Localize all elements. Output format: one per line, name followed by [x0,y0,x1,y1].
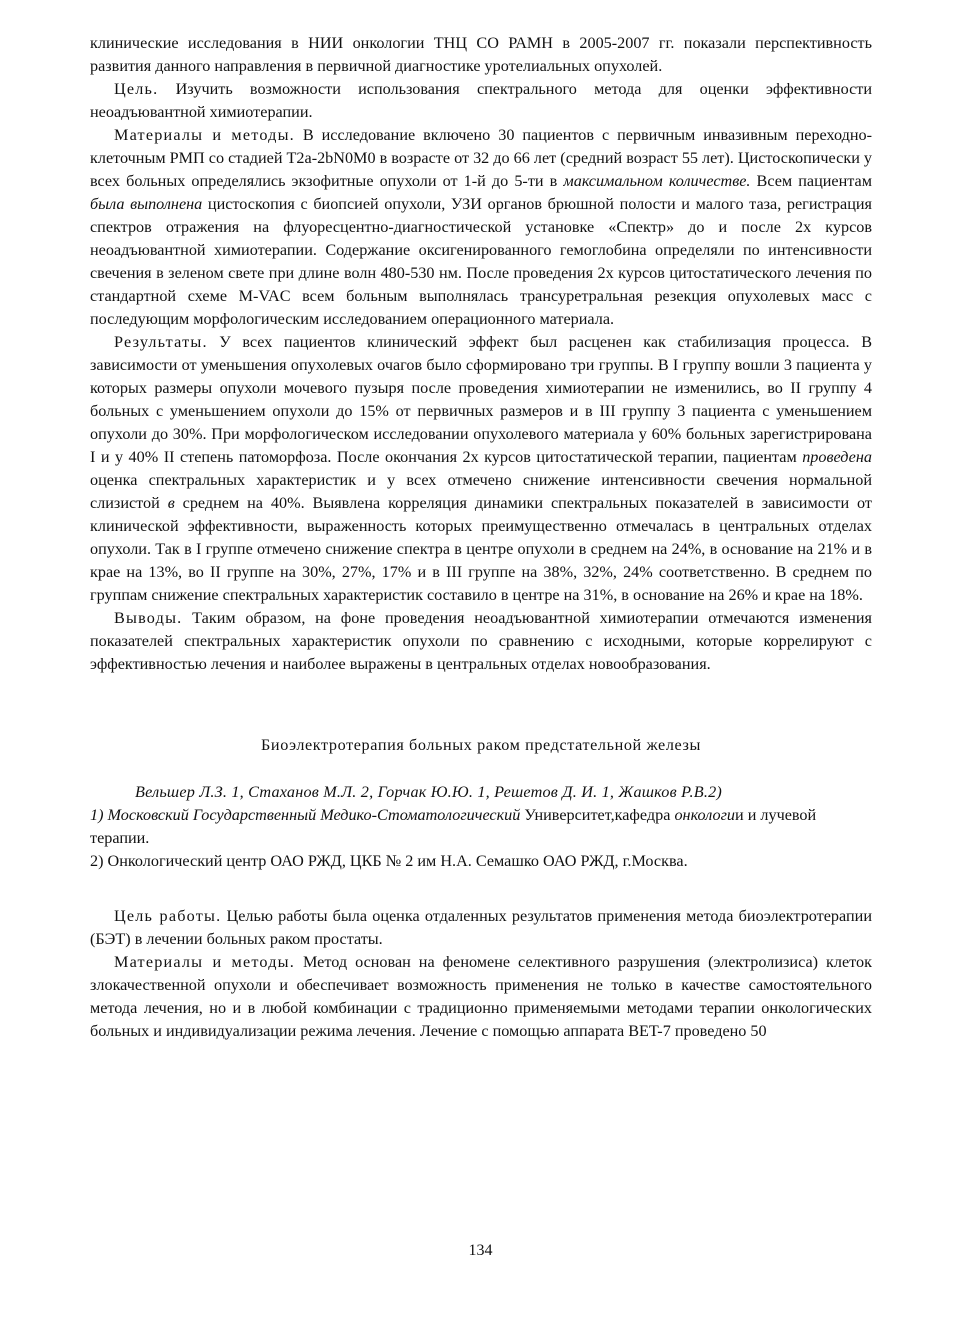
paragraph-intro [90,32,872,78]
aim-2-text: Целью работы была оценка отдаленных результатов применения метода биоэлектротерапии (БЭТ) в лечении больных раком простаты. [90,907,872,948]
conclusions-text: Таким образом, на фоне проведения неоадъювантной химиотерапии отмечаются изменения показателей спектральных характеристик опухоли по сравнению с исходными, которые коррелируют с эффективностью лечения и наиболее выражены в центральных отделах новообразования. [90,609,872,673]
results-italic-2: в [167,494,175,512]
affiliation-1-italic: 1) Московский Государственный Медико-Стоматологический [90,806,521,824]
authors-line: Вельшер Л.З. 1, Стаханов М.Л. 2, Горчак Ю.Ю. 1, Решетов Д. И. 1, Жашков Р.В.2) [135,783,723,801]
paragraph-conclusions [90,607,872,676]
affiliation-2: 2) Онкологический центр ОАО РЖД, ЦКБ № 2 им Н.А. Семашко ОАО РЖД, г.Москва. [90,852,688,870]
affiliation-1-italic-2: онкологи [674,806,735,824]
article-title: Биоэлектротерапия больных раком предстательной железы [261,736,701,754]
methods-2-label: Материалы и методы. [114,953,295,971]
methods-text-c: цистоскопия с биопсией опухоли, УЗИ органов брюшной полости и малого таза, регистрация спектров отражения на флуоресцентно-диагностической установке «Спектр» до и после 2х курсов неоадъювантной химиотерапии. Содержание оксигенированного гемоглобина определяли по интенсивности свечения в зеленом свете при длине волн 480-530 нм. После проведения 2х курсов цитостатического лечения по стандартной схеме M-VAC всем больным выполнялась трансуретральная резекция опухолевых масс с последующим морфологическим исследованием операционного материала. [90,195,872,328]
paragraph-aim [90,78,872,124]
page-number: 134 [468,1242,493,1259]
results-italic-1: проведена [802,448,872,466]
methods-2-text: Метод основан на феномене селективного разрушения (электролизиса) клеток злокачественной опухоли и обеспечивает возможность применения не только в качестве самостоятельного метода лечения, но и в любой комбинации с традиционно применяемыми методами терапии онкологических больных и индивидуализации режима лечения. Лечение с помощью аппарата BET-7 проведено 50 [90,953,872,1040]
results-text-b: оценка спектральных характеристик и у всех отмечено снижение интенсивности свечения нормальной слизистой [90,471,872,512]
methods-text-b: Всем пациентам [750,172,872,190]
aim-label: Цель. [114,80,159,98]
paragraph-aim-2 [90,905,872,951]
paragraph-results [90,331,872,607]
methods-label: Материалы и методы. [114,126,295,144]
document-page [90,32,872,1043]
aim-text: Изучить возможности использования спектрального метода для оценки эффективности неоадъювантной химиотерапии. [90,80,872,121]
affiliation-1-text-a: Университет,кафедра [520,806,675,824]
methods-text-a: В исследование включено 30 пациентов с первичным инвазивным переходно-клеточным РМП со стадией T2a-2bN0M0 в возрасте от 32 до 66 лет (средний возраст 55 лет). Цистоскопически у всех больных определялись экзофитные опухоли от 1-й до 5-ти в [90,126,873,190]
methods-italic-2: была выполнена [90,195,203,213]
affiliation-1 [90,804,872,850]
paragraph-methods-2 [90,951,872,1043]
spacer [90,873,872,905]
affiliation-1-text-b: и и лучевой терапии. [90,806,817,847]
methods-italic-1: максимальном количестве. [563,172,751,190]
results-text-c: среднем на 40%. Выявлена корреляция динамики спектральных показателей в зависимости от клинической эффективности, выраженность которых преимущественно отмечалась в центральных отделах опухоли. Так в I группе отмечено снижение спектра в центре опухоли в среднем на 24%, в основание на 21% и в крае на 13%, во II группе на 30%, 27%, 17% и в III группе на 38%, 32%, 24% соответственно. В среднем по группам снижение спектральных характеристик составило в центре на 31%, в основание на 26% и крае на 18%. [90,494,872,604]
conclusions-label: Выводы. [114,609,183,627]
results-label: Результаты. [114,333,208,351]
intro-text: клинические исследования в НИИ онкологии ТНЦ СО РАМН в 2005-2007 гг. показали перспективность развития данного направления в первичной диагностике уротелиальных опухолей. [90,34,872,75]
results-text-a: У всех пациентов клинический эффект был расценен как стабилизация процесса. В зависимости от уменьшения опухолевых очагов было сформировано три группы. В I группу вошли 3 пациента у которых размеры опухоли мочевого пузыря после проведения химиотерапии не изменились, во II группу 4 больных с уменьшением опухоли до 15% от первичных размеров и в III группу 3 пациента с уменьшением опухоли до 30%. При морфологическом исследовании опухолевого материала у 60% больных зарегистрирована I и у 40% II степень патоморфоза. После окончания 2х курсов цитостатической терапии, пациентам [90,333,872,466]
paragraph-methods [90,124,872,331]
aim-2-label: Цель работы. [114,907,222,925]
